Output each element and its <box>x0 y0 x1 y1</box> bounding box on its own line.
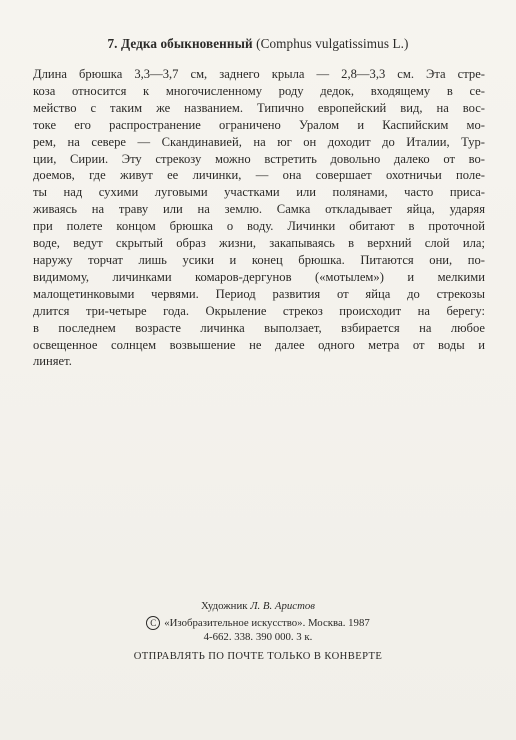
species-name: Дедка обыкновенный <box>120 36 253 51</box>
description-line: малощетинковыми червями. Период развития от яйца до стрекозы <box>33 286 485 301</box>
artist-name: Л. В. Аристов <box>250 600 315 612</box>
description-line: ции, Сирии. Эту стрекозу можно встретить довольно далеко от во- <box>33 151 485 166</box>
description-line: живаясь на траву или на землю. Самка откладывает яйца, ударяя <box>33 202 485 217</box>
description-line: длится три-четыре года. Окрыление стрекоз происходит на берегу: <box>33 303 485 318</box>
print-code: 4-662. 338. 390 000. 3 к. <box>203 631 313 643</box>
publisher-line <box>0 616 516 630</box>
artist-label: Художник <box>201 600 248 612</box>
description-line: воде, ведут скрытый образ жизни, закапываясь в верхний слой ила; <box>33 236 485 251</box>
description-line: токе его распространение ограничено Уралом и Каспийским мо- <box>33 117 485 132</box>
species-title <box>0 36 516 52</box>
description-line: видимому, личинками комаров-дергунов («мотылем») и мелкими <box>33 269 485 284</box>
description-text <box>33 66 485 370</box>
publisher-text: «Изобразительное искусство». Москва. 1987 <box>164 617 370 629</box>
description-line: линяет. <box>33 354 72 369</box>
species-number: 7. <box>107 36 118 51</box>
species-latin-name: (Comphus vulgatissimus L.) <box>256 36 409 51</box>
description-line: при полете концом брюшка о воду. Личинки обитают в проточной <box>33 219 485 234</box>
imprint <box>0 599 516 664</box>
description-line: рем, на севере — Скандинавией, на юг он доходит до Италии, Тур- <box>33 134 485 149</box>
description-line: в последнем возрасте личинка выползает, взбирается на любое <box>33 320 485 335</box>
artist-credit <box>0 599 516 613</box>
description-line: Длина брюшка 3,3—3,7 см, заднего крыла — 2,8—3,3 см. Эта стре- <box>33 67 485 81</box>
copyright-icon: C <box>146 616 160 630</box>
description-line: освещенное солнцем возвышение не далее одного метра от воды и <box>33 337 485 352</box>
description-line: доемов, где живут ее личинки, — она совершает охотничьи поле- <box>33 168 485 183</box>
mail-instruction: ОТПРАВЛЯТЬ ПО ПОЧТЕ ТОЛЬКО В КОНВЕРТЕ <box>133 651 383 662</box>
description-line: наружу торчат лишь усики и конец брюшка. Питаются они, по- <box>33 252 485 267</box>
description-line: мейство с таким же названием. Типично европейский вид, на вос- <box>33 100 485 115</box>
description-line: ты над сухими луговыми участками или полянами, часто присa- <box>33 185 485 200</box>
description-line: коза относится к многочисленному роду дедок, входящему в се- <box>33 83 485 98</box>
